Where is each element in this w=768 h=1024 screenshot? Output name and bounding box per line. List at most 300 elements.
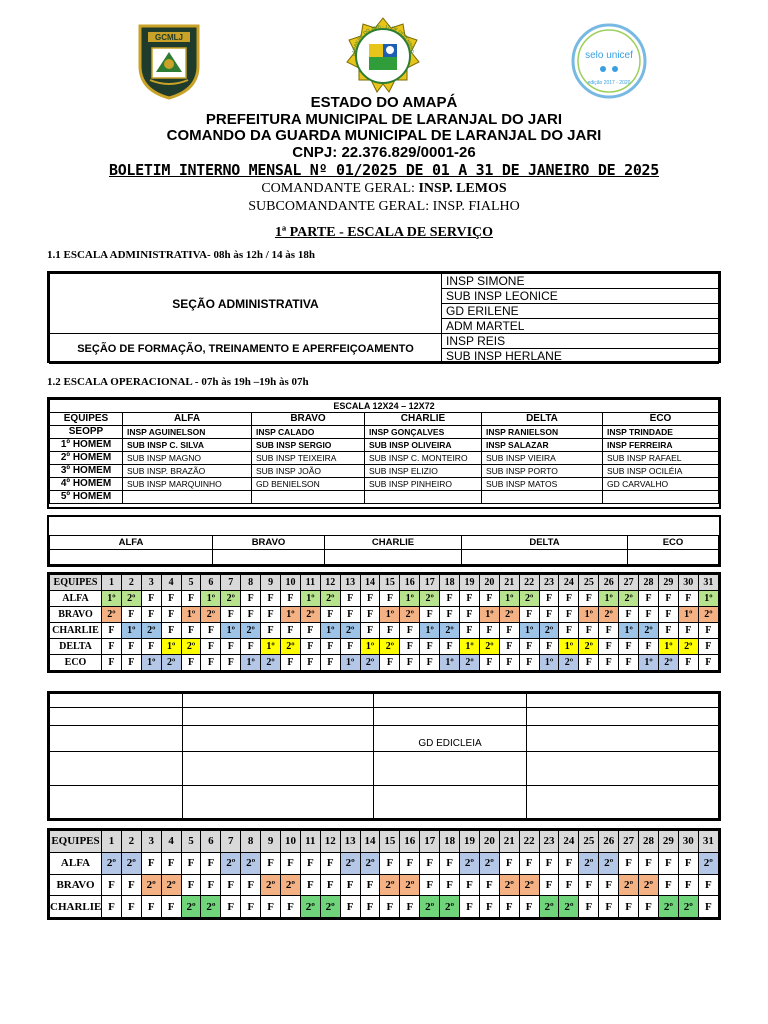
section-1-2-title: 1.2 ESCALA OPERACIONAL - 07h às 19h –19h às 07h: [47, 376, 309, 388]
shift-cell: 2º: [678, 639, 698, 655]
shift-cell: 2º: [559, 896, 579, 918]
shift-cell: F: [599, 639, 619, 655]
shift-cell: F: [201, 639, 221, 655]
shift-cell: F: [300, 655, 320, 671]
shift-cell: F: [420, 639, 440, 655]
shift-cell: F: [440, 607, 460, 623]
day-header: 8: [241, 575, 261, 591]
shift-cell: F: [121, 896, 141, 918]
shift-cell: F: [539, 591, 559, 607]
shift-cell: F: [479, 623, 499, 639]
shift-cell: F: [499, 852, 519, 874]
shift-cell: F: [320, 607, 340, 623]
shift-cell: F: [340, 591, 360, 607]
shift-cell: F: [559, 852, 579, 874]
table-cell: SUB INSP ELIZIO: [365, 465, 482, 478]
table-cell: SUB INSP SERGIO: [252, 439, 365, 452]
shift-cell: 2º: [141, 623, 161, 639]
shift-cell: 1º: [499, 591, 519, 607]
admin-name: SUB INSP LEONICE: [442, 289, 719, 304]
day-header: 4: [161, 575, 181, 591]
shift-cell: 2º: [360, 852, 380, 874]
shift-cell: F: [161, 623, 181, 639]
shift-cell: F: [261, 896, 281, 918]
day-header: 3: [141, 831, 161, 853]
shift-cell: 1º: [420, 623, 440, 639]
shift-cell: F: [619, 655, 639, 671]
shift-cell: 2º: [241, 852, 261, 874]
shift-cell: 1º: [400, 591, 420, 607]
col-header: DELTA: [462, 535, 628, 549]
shift-cell: F: [479, 655, 499, 671]
table-row: [50, 465, 719, 478]
shift-cell: F: [121, 607, 141, 623]
day-header: 31: [698, 831, 718, 853]
shift-cell: F: [678, 874, 698, 896]
shift-cell: 2º: [639, 874, 659, 896]
shift-cell: F: [161, 896, 181, 918]
shift-cell: F: [221, 607, 241, 623]
shift-cell: F: [281, 896, 301, 918]
day-header: 22: [519, 575, 539, 591]
shift-cell: F: [141, 852, 161, 874]
shift-cell: F: [102, 639, 122, 655]
shift-cell: F: [440, 874, 460, 896]
shift-cell: F: [658, 623, 678, 639]
shift-cell: F: [141, 639, 161, 655]
shift-cell: F: [161, 607, 181, 623]
shift-cell: F: [460, 607, 480, 623]
admin-table: [47, 271, 721, 363]
shift-cell: F: [678, 623, 698, 639]
grid-row: [50, 607, 719, 623]
unicef-seal-subtext: edição 2017 - 2020: [587, 80, 631, 86]
header-state: ESTADO DO AMAPÁ: [310, 94, 458, 111]
shift-cell: 2º: [380, 639, 400, 655]
shift-cell: 2º: [658, 655, 678, 671]
shift-cell: F: [499, 623, 519, 639]
grid-row: [50, 639, 719, 655]
day-header: 21: [499, 575, 519, 591]
shift-cell: F: [360, 874, 380, 896]
day-header: 9: [261, 831, 281, 853]
shift-cell: F: [300, 639, 320, 655]
table-cell: SUB INSP MARQUINHO: [123, 478, 252, 491]
team-label: ALFA: [50, 852, 102, 874]
day-header: 24: [559, 575, 579, 591]
second-team-table: [47, 515, 721, 567]
row-label: SEOPP: [50, 426, 123, 439]
col-header: EQUIPES: [50, 413, 123, 426]
shift-cell: F: [499, 896, 519, 918]
shift-cell: F: [181, 591, 201, 607]
shift-cell: 2º: [579, 639, 599, 655]
table-cell: [365, 491, 482, 504]
shift-cell: F: [539, 874, 559, 896]
emblem-text: LARANJAL DO JARI - 17 DE DEZEMBRO: [350, 23, 415, 57]
row-label: 2º HOMEM: [50, 452, 123, 465]
team-label: DELTA: [50, 639, 102, 655]
day-header: 22: [519, 831, 539, 853]
table-cell: SUB INSP C. MONTEIRO: [365, 452, 482, 465]
shift-cell: F: [380, 591, 400, 607]
unicef-seal: [570, 22, 648, 100]
shift-cell: 1º: [658, 639, 678, 655]
shift-cell: F: [141, 607, 161, 623]
shift-cell: F: [141, 896, 161, 918]
day-header: 20: [479, 575, 499, 591]
shift-cell: 2º: [420, 591, 440, 607]
shift-cell: 2º: [102, 607, 122, 623]
shift-cell: F: [460, 896, 480, 918]
commander-label: COMANDANTE GERAL:: [261, 181, 415, 196]
day-header: 27: [619, 575, 639, 591]
grid-row: [50, 874, 719, 896]
shift-cell: 2º: [519, 591, 539, 607]
table-cell: SUB INSP RAFAEL: [603, 452, 719, 465]
team-label: CHARLIE: [50, 623, 102, 639]
shift-cell: 2º: [619, 874, 639, 896]
table-row: [50, 452, 719, 465]
shift-cell: F: [340, 639, 360, 655]
shift-cell: F: [102, 874, 122, 896]
shift-cell: F: [698, 874, 718, 896]
shift-cell: F: [181, 623, 201, 639]
shift-cell: F: [241, 591, 261, 607]
monthly-grid-2: [47, 828, 721, 920]
table-cell: [603, 491, 719, 504]
day-header: 13: [340, 575, 360, 591]
shift-cell: F: [400, 639, 420, 655]
monthly-grid-1: [47, 572, 721, 673]
col-header: ECO: [603, 413, 719, 426]
operational-table: [47, 397, 721, 509]
day-header: 1: [102, 575, 122, 591]
day-header: 7: [221, 575, 241, 591]
shift-cell: 2º: [181, 896, 201, 918]
shift-cell: 2º: [639, 623, 659, 639]
operational-table-title: ESCALA 12X24 – 12X72: [50, 400, 719, 413]
shift-cell: F: [519, 852, 539, 874]
day-header: 28: [639, 831, 659, 853]
day-header: 4: [161, 831, 181, 853]
shift-cell: 2º: [141, 874, 161, 896]
shift-cell: F: [400, 655, 420, 671]
shift-cell: F: [221, 874, 241, 896]
shift-cell: F: [420, 874, 440, 896]
shift-cell: F: [698, 639, 718, 655]
shift-cell: F: [241, 607, 261, 623]
shift-cell: F: [599, 623, 619, 639]
shift-cell: F: [599, 874, 619, 896]
table-cell: SUB INSP OCILÉIA: [603, 465, 719, 478]
shift-cell: 2º: [261, 655, 281, 671]
shift-cell: F: [380, 896, 400, 918]
shift-cell: F: [420, 655, 440, 671]
day-header: 18: [440, 575, 460, 591]
shift-cell: 2º: [499, 874, 519, 896]
shift-cell: F: [300, 852, 320, 874]
day-header: 29: [658, 831, 678, 853]
shift-cell: 2º: [201, 896, 221, 918]
shift-cell: F: [400, 852, 420, 874]
day-header: 11: [300, 575, 320, 591]
shift-cell: F: [201, 623, 221, 639]
shift-cell: F: [241, 874, 261, 896]
shift-cell: F: [678, 852, 698, 874]
shift-cell: F: [161, 852, 181, 874]
day-header: 23: [539, 831, 559, 853]
shift-cell: F: [360, 591, 380, 607]
shift-cell: F: [559, 591, 579, 607]
shift-cell: 2º: [121, 591, 141, 607]
day-header: 28: [639, 575, 659, 591]
shift-cell: F: [181, 852, 201, 874]
shift-cell: 1º: [559, 639, 579, 655]
shift-cell: 2º: [460, 655, 480, 671]
part-title: 1ª PARTE - ESCALA DE SERVIÇO: [274, 225, 494, 240]
day-header: 3: [141, 575, 161, 591]
municipal-emblem: [345, 16, 421, 96]
shift-cell: F: [360, 607, 380, 623]
shift-cell: F: [360, 623, 380, 639]
table-row: [50, 478, 719, 491]
table-cell: SUB INSP MATOS: [482, 478, 603, 491]
shift-cell: F: [440, 852, 460, 874]
shift-cell: F: [181, 655, 201, 671]
table-cell: SUB INSP PINHEIRO: [365, 478, 482, 491]
shift-cell: F: [519, 607, 539, 623]
shift-cell: 1º: [201, 591, 221, 607]
day-header: 26: [599, 831, 619, 853]
shift-cell: F: [340, 607, 360, 623]
shift-cell: F: [440, 591, 460, 607]
col-header: BRAVO: [252, 413, 365, 426]
day-header: 14: [360, 831, 380, 853]
shift-cell: F: [261, 623, 281, 639]
day-header: 5: [181, 575, 201, 591]
shift-cell: F: [201, 874, 221, 896]
training-name: INSP REIS: [442, 334, 719, 349]
shift-cell: 2º: [658, 896, 678, 918]
table-cell: INSP RANIELSON: [482, 426, 603, 439]
grid-row: [50, 591, 719, 607]
shift-cell: F: [519, 896, 539, 918]
table-cell: SUB INSP. BRAZÃO: [123, 465, 252, 478]
shift-cell: F: [221, 655, 241, 671]
table-cell: SUB INSP TEIXEIRA: [252, 452, 365, 465]
shift-cell: 1º: [479, 607, 499, 623]
day-header: 23: [539, 575, 559, 591]
shift-cell: F: [499, 655, 519, 671]
shift-cell: F: [360, 896, 380, 918]
shift-cell: F: [121, 639, 141, 655]
shift-cell: F: [678, 591, 698, 607]
shift-cell: F: [658, 607, 678, 623]
col-header: ALFA: [123, 413, 252, 426]
shift-cell: F: [519, 639, 539, 655]
day-header: 15: [380, 831, 400, 853]
shift-cell: 1º: [221, 623, 241, 639]
table-cell: SUB INSP VIEIRA: [482, 452, 603, 465]
training-name: SUB INSP HERLANE: [442, 349, 719, 364]
shift-cell: 1º: [360, 639, 380, 655]
shift-cell: F: [261, 607, 281, 623]
shift-cell: 2º: [599, 607, 619, 623]
day-header: 12: [320, 831, 340, 853]
shift-cell: 2º: [440, 623, 460, 639]
shift-cell: 2º: [261, 874, 281, 896]
day-header: 14: [360, 575, 380, 591]
shift-cell: 1º: [698, 591, 718, 607]
day-header: 18: [440, 831, 460, 853]
shift-cell: 2º: [479, 852, 499, 874]
shift-cell: F: [300, 874, 320, 896]
shift-cell: F: [121, 874, 141, 896]
shift-cell: 1º: [579, 607, 599, 623]
table-cell: SUB INSP C. SILVA: [123, 439, 252, 452]
shift-cell: F: [161, 591, 181, 607]
shift-cell: F: [698, 655, 718, 671]
shift-cell: F: [201, 655, 221, 671]
day-header: 19: [460, 831, 480, 853]
shift-cell: 1º: [599, 591, 619, 607]
shift-cell: 2º: [400, 874, 420, 896]
shift-cell: 2º: [539, 896, 559, 918]
shift-cell: 2º: [121, 852, 141, 874]
shift-cell: F: [340, 896, 360, 918]
grid-header-label: EQUIPES: [50, 575, 102, 591]
shift-cell: 2º: [559, 655, 579, 671]
col-header: BRAVO: [213, 535, 325, 549]
shift-cell: 2º: [400, 607, 420, 623]
day-header: 6: [201, 831, 221, 853]
table-cell: GD EDICLEIA: [374, 726, 527, 752]
grid-row: [50, 623, 719, 639]
shift-cell: 2º: [161, 655, 181, 671]
header-cnpj: CNPJ: 22.376.829/0001-26: [292, 144, 476, 161]
shift-cell: F: [181, 874, 201, 896]
shift-cell: F: [400, 896, 420, 918]
shift-cell: 1º: [300, 591, 320, 607]
commander-line: [0, 181, 768, 197]
shift-cell: F: [539, 607, 559, 623]
col-header: DELTA: [482, 413, 603, 426]
shift-cell: F: [639, 639, 659, 655]
shift-cell: 1º: [678, 607, 698, 623]
table-cell: SUB INSP OLIVEIRA: [365, 439, 482, 452]
shift-cell: F: [221, 896, 241, 918]
shift-cell: F: [619, 639, 639, 655]
table-cell: [482, 491, 603, 504]
shift-cell: F: [281, 591, 301, 607]
day-header: 2: [121, 831, 141, 853]
shift-cell: 1º: [281, 607, 301, 623]
day-header: 17: [420, 831, 440, 853]
day-header: 12: [320, 575, 340, 591]
shift-cell: 1º: [619, 623, 639, 639]
row-label: 5º HOMEM: [50, 491, 123, 504]
subcommander-line: SUBCOMANDANTE GERAL: INSP. FIALHO: [248, 199, 520, 214]
shift-cell: F: [221, 639, 241, 655]
shift-cell: 2º: [698, 852, 718, 874]
day-header: 7: [221, 831, 241, 853]
table-cell: INSP AGUINELSON: [123, 426, 252, 439]
shift-cell: F: [261, 852, 281, 874]
table-cell: SUB INSP JOÃO: [252, 465, 365, 478]
shift-cell: F: [320, 874, 340, 896]
shift-cell: 2º: [161, 874, 181, 896]
shift-cell: F: [559, 874, 579, 896]
day-header: 6: [201, 575, 221, 591]
shift-cell: 2º: [340, 623, 360, 639]
table-cell: GD BENIELSON: [252, 478, 365, 491]
day-header: 1: [102, 831, 122, 853]
shift-cell: 2º: [619, 591, 639, 607]
shift-cell: 2º: [221, 852, 241, 874]
day-header: 25: [579, 831, 599, 853]
shift-cell: 2º: [380, 874, 400, 896]
day-header: 30: [678, 575, 698, 591]
shift-cell: F: [281, 852, 301, 874]
shift-cell: 2º: [579, 852, 599, 874]
day-header: 20: [479, 831, 499, 853]
day-header: 27: [619, 831, 639, 853]
team-label: ECO: [50, 655, 102, 671]
day-header: 29: [658, 575, 678, 591]
grid-header-label: EQUIPES: [50, 831, 102, 853]
shift-cell: F: [241, 896, 261, 918]
shift-cell: F: [479, 874, 499, 896]
table-cell: INSP GONÇALVES: [365, 426, 482, 439]
shift-cell: F: [320, 639, 340, 655]
shift-cell: 2º: [241, 623, 261, 639]
shift-cell: F: [460, 874, 480, 896]
training-section-label: SEÇÃO DE FORMAÇÃO, TREINAMENTO E APERFEIÇOAMENTO: [50, 334, 442, 364]
shift-cell: F: [380, 655, 400, 671]
shift-cell: F: [658, 591, 678, 607]
shift-cell: F: [619, 896, 639, 918]
shift-cell: F: [479, 896, 499, 918]
third-table: [47, 691, 721, 821]
table-row: [50, 439, 719, 452]
shift-cell: F: [479, 591, 499, 607]
shift-cell: 2º: [221, 591, 241, 607]
table-cell: [252, 491, 365, 504]
table-cell: SUB INSP MAGNO: [123, 452, 252, 465]
shift-cell: 2º: [678, 896, 698, 918]
shift-cell: F: [579, 591, 599, 607]
shift-cell: F: [698, 896, 718, 918]
shift-cell: F: [141, 591, 161, 607]
shift-cell: 1º: [241, 655, 261, 671]
admin-name: GD ERILENE: [442, 304, 719, 319]
shift-cell: 2º: [499, 607, 519, 623]
shift-cell: F: [579, 655, 599, 671]
shift-cell: 2º: [599, 852, 619, 874]
team-label: ALFA: [50, 591, 102, 607]
day-header: 10: [281, 575, 301, 591]
header-prefecture: PREFEITURA MUNICIPAL DE LARANJAL DO JARI: [205, 111, 563, 128]
day-header: 10: [281, 831, 301, 853]
table-cell: SUB INSP PORTO: [482, 465, 603, 478]
shift-cell: F: [460, 623, 480, 639]
shift-cell: F: [320, 852, 340, 874]
table-row: [50, 491, 719, 504]
day-header: 24: [559, 831, 579, 853]
row-label: 3º HOMEM: [50, 465, 123, 478]
table-cell: INSP TRINDADE: [603, 426, 719, 439]
